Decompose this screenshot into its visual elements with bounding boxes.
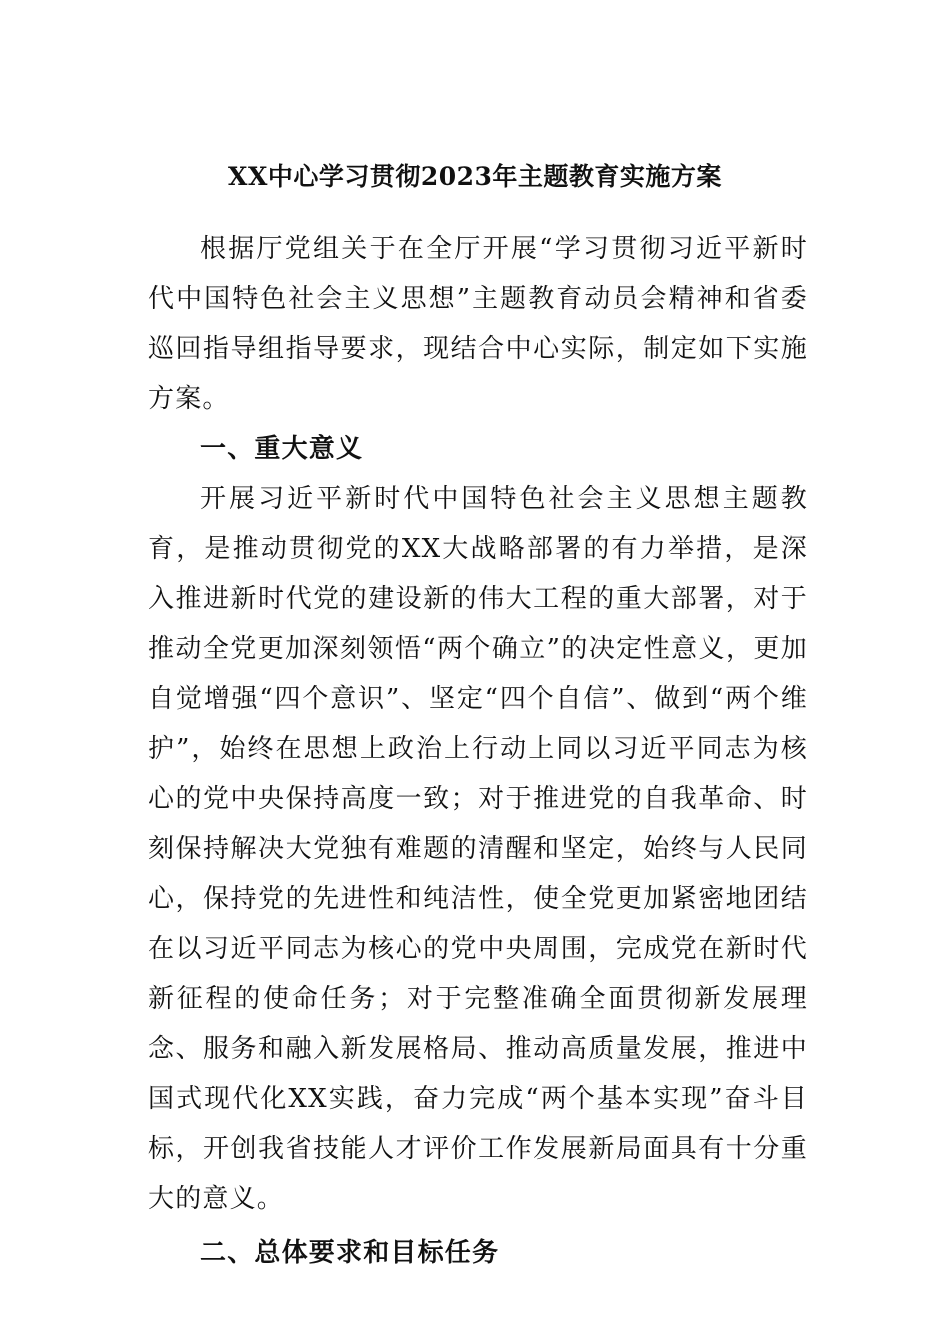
section-2-heading: 二、总体要求和目标任务 [200, 1238, 500, 1268]
intro-paragraph: 根据厅党组关于在全厅开展“学习贯彻习近平新时代中国特色社会主义思想”主题教育动员会精神和省委巡回指导组指导要求，现结合中心实际，制定如下实施方案。 [148, 234, 808, 414]
document-title: XX中心学习贯彻2023年主题教育实施方案 [228, 162, 722, 191]
section-1-paragraph: 开展习近平新时代中国特色社会主义思想主题教育，是推动贯彻党的XX大战略部署的有力举措，是深入推进新时代党的建设新的伟大工程的重大部署，对于推动全党更加深刻领悟“两个确立”的决定性意义，更加自觉增强“四个意识”、坚定“四个自信”、做到“两个维护”，始终在思想上政治上行动上同以习近平同志为核心的党中央保持高度一致；对于推进党的自我革命、时刻保持解决大党独有难题的清醒和坚定，始终与人民同心，保持党的先进性和纯洁性，使全党更加紧密地团结在以习近平同志为核心的党中央周围，完成党在新时代新征程的使命任务；对于完整准确全面贯彻新发展理念、服务和融入新发展格局、推动高质量发展，推进中国式现代化XX实践，奋力完成“两个基本实现”奋斗目标，开创我省技能人才评价工作发展新局面具有十分重大的意义。 [148, 484, 808, 1214]
section-1-heading: 一、重大意义 [200, 434, 364, 464]
document-body [148, 224, 808, 1278]
